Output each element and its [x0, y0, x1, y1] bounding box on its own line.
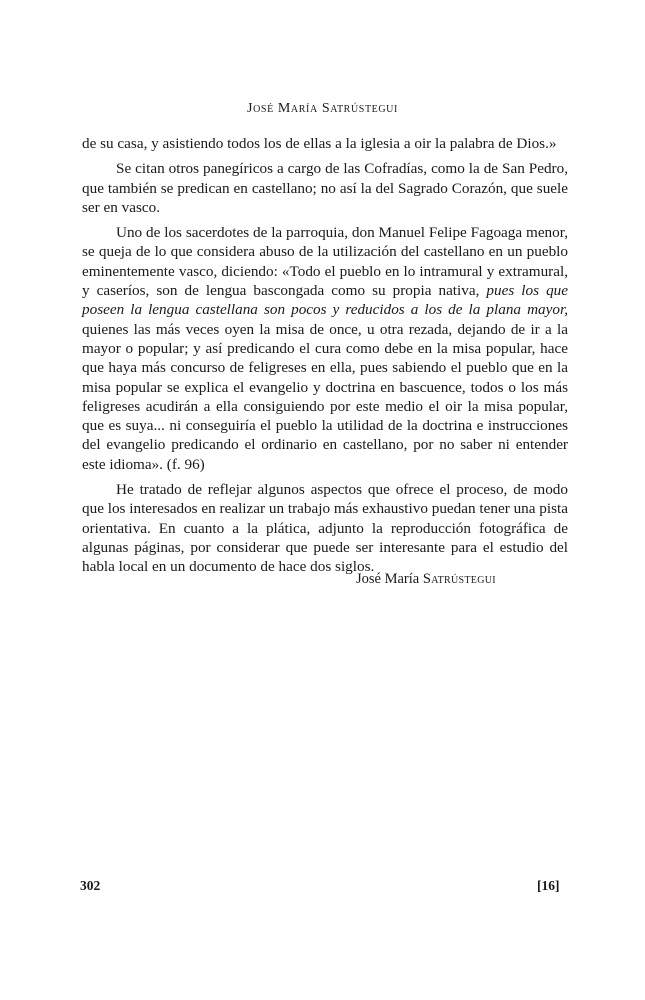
- page-number: 302: [80, 878, 101, 893]
- paragraph-4: He tratado de reflejar algunos aspectos que ofrece el proceso, de modo que los interesados en realizar un trabajo más exhaustivo puedan tener una pista orientativa. En cuanto a la plática, adjunto la reproducción fotográfica de algunas páginas, por considerar que puede ser interesante para el estudio del habla local en un documento de hace dos siglos.: [82, 481, 568, 576]
- paragraph-1: de su casa, y asistiendo todos los de ellas a la iglesia a oir la palabra de Dios.»: [82, 135, 557, 152]
- folio-number: [16]: [537, 878, 560, 893]
- paragraph-2: Se citan otros panegíricos a cargo de las Cofradías, como la de San Pedro, que también se predican en castellano; no así la del Sagrado Corazón, que suele ser en vasco.: [82, 160, 568, 216]
- paragraph-3-text-b: quienes las más veces oyen la misa de once, u otra rezada, dejando de ir a la mayor o popular; y así predicando el cura como debe en la misa popular, hace que haya más concurso de feligreses en ella, pues sabiendo el pueblo que en la misa popular se explica el evangelio y doctrina en bascuence, todos o los más feligreses acudirán a ella consiguiendo por este medio el oir la misa popular, que es suya... ni conseguiría el pueblo la utilidad de la doctrina e instrucciones del evangelio predicando el ordinario en castellano, por no saber ni entender este idioma». (f. 96): [82, 320, 568, 473]
- author-signature: [356, 571, 496, 588]
- body-text: [82, 134, 568, 577]
- signature-given-names: José María: [356, 571, 423, 587]
- signature-surname: Satrústegui: [422, 571, 496, 587]
- paragraph-3: [82, 223, 568, 474]
- running-head: José María Satrústegui: [247, 101, 398, 116]
- paragraph-3-italic-quote: pues los que poseen la lengua castellana son pocos y reducidos a los de la plana mayor,: [82, 282, 568, 319]
- paragraph-3-text-a: Uno de los sacerdotes de la parroquia, don Manuel Felipe Fagoaga menor, se queja de lo que considera abuso de la utilización del castellano en un pueblo eminentemente vasco, diciendo: «Todo el pueblo en lo intramural y extramural, y caseríos, son de lengua bascongada como su propia nativa,: [82, 224, 568, 300]
